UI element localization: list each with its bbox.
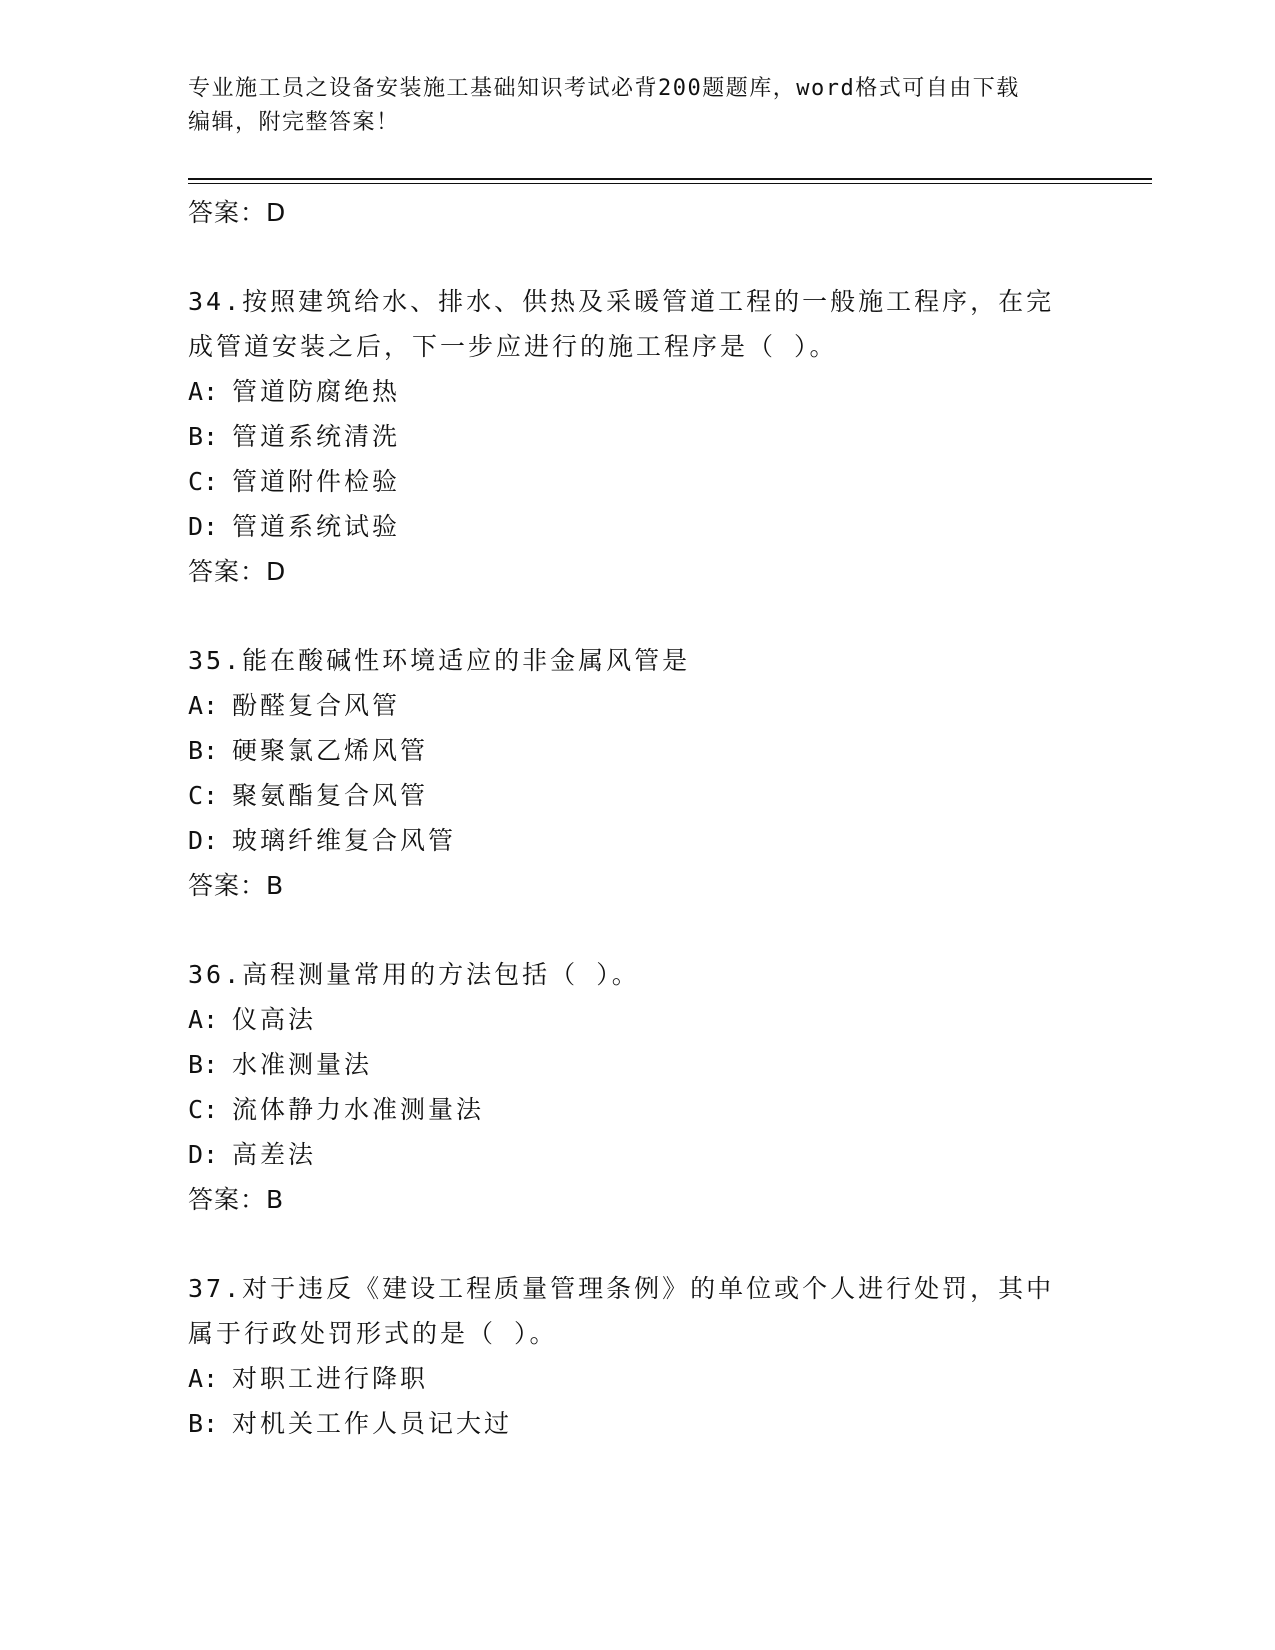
option-text: 管道防腐绝热 — [232, 377, 401, 406]
option-letter: A: — [188, 1364, 219, 1393]
option-letter: D: — [188, 512, 219, 541]
question-list — [188, 190, 1078, 1446]
question-34-option-b — [188, 414, 1078, 459]
option-text: 玻璃纤维复合风管 — [232, 826, 457, 855]
block-gap — [188, 236, 1078, 279]
header-divider-thin — [188, 183, 1152, 184]
option-text: 对机关工作人员记大过 — [232, 1409, 513, 1438]
option-text: 聚氨酯复合风管 — [232, 781, 429, 810]
question-34 — [188, 279, 1078, 595]
question-36-text-line-1: 36.高程测量常用的方法包括（ ）。 — [188, 960, 640, 989]
question-35-option-c — [188, 773, 1078, 818]
option-letter: A: — [188, 377, 219, 406]
option-text: 流体静力水准测量法 — [232, 1095, 485, 1124]
question-35-option-b — [188, 728, 1078, 773]
document-header — [188, 72, 1078, 140]
question-35-option-a — [188, 683, 1078, 728]
question-36-answer: 答案：B — [188, 1185, 285, 1214]
question-34-answer: 答案：D — [188, 557, 287, 586]
question-34-text-line-2: 成管道安装之后，下一步应进行的施工程序是（ ）。 — [188, 332, 838, 361]
option-letter: C: — [188, 1095, 219, 1124]
question-36 — [188, 952, 1078, 1223]
option-text: 水准测量法 — [232, 1050, 373, 1079]
option-letter: A: — [188, 1005, 219, 1034]
block-gap — [188, 1223, 1078, 1266]
option-letter: B: — [188, 1409, 219, 1438]
option-text: 酚醛复合风管 — [232, 691, 401, 720]
question-37-text-line-2: 属于行政处罚形式的是（ ）。 — [188, 1319, 558, 1348]
option-text: 对职工进行降职 — [232, 1364, 429, 1393]
question-35-option-d — [188, 818, 1078, 863]
option-letter: D: — [188, 826, 219, 855]
question-34-option-d — [188, 504, 1078, 549]
option-text: 硬聚氯乙烯风管 — [232, 736, 429, 765]
question-37-option-a — [188, 1356, 1078, 1401]
option-text: 管道系统清洗 — [232, 422, 401, 451]
question-35-answer: 答案：B — [188, 871, 285, 900]
question-35-text-line-1: 35.能在酸碱性环境适应的非金属风管是 — [188, 646, 691, 675]
question-35 — [188, 638, 1078, 909]
option-text: 管道附件检验 — [232, 467, 401, 496]
header-line-1: 专业施工员之设备安装施工基础知识考试必背200题题库，word格式可自由下载 — [188, 76, 1020, 101]
option-letter: A: — [188, 691, 219, 720]
option-letter: B: — [188, 736, 219, 765]
question-36-option-d — [188, 1132, 1078, 1177]
question-36-option-b — [188, 1042, 1078, 1087]
question-36-option-c — [188, 1087, 1078, 1132]
option-text: 高差法 — [232, 1140, 317, 1169]
header-divider-thick — [188, 178, 1152, 180]
question-37-option-b — [188, 1401, 1078, 1446]
option-letter: D: — [188, 1140, 219, 1169]
block-gap — [188, 595, 1078, 638]
option-letter: B: — [188, 1050, 219, 1079]
block-gap — [188, 909, 1078, 952]
question-37-text-line-1: 37.对于违反《建设工程质量管理条例》的单位或个人进行处罚，其中 — [188, 1274, 1055, 1303]
question-36-option-a — [188, 997, 1078, 1042]
option-letter: C: — [188, 467, 219, 496]
header-line-2: 编辑，附完整答案！ — [188, 110, 400, 135]
question-37 — [188, 1266, 1078, 1446]
question-34-option-c — [188, 459, 1078, 504]
answer-previous: 答案：D — [188, 198, 287, 227]
option-text: 管道系统试验 — [232, 512, 401, 541]
question-34-text-line-1: 34.按照建筑给水、排水、供热及采暖管道工程的一般施工程序，在完 — [188, 287, 1055, 316]
question-34-option-a — [188, 369, 1078, 414]
option-letter: C: — [188, 781, 219, 810]
option-letter: B: — [188, 422, 219, 451]
option-text: 仪高法 — [232, 1005, 317, 1034]
